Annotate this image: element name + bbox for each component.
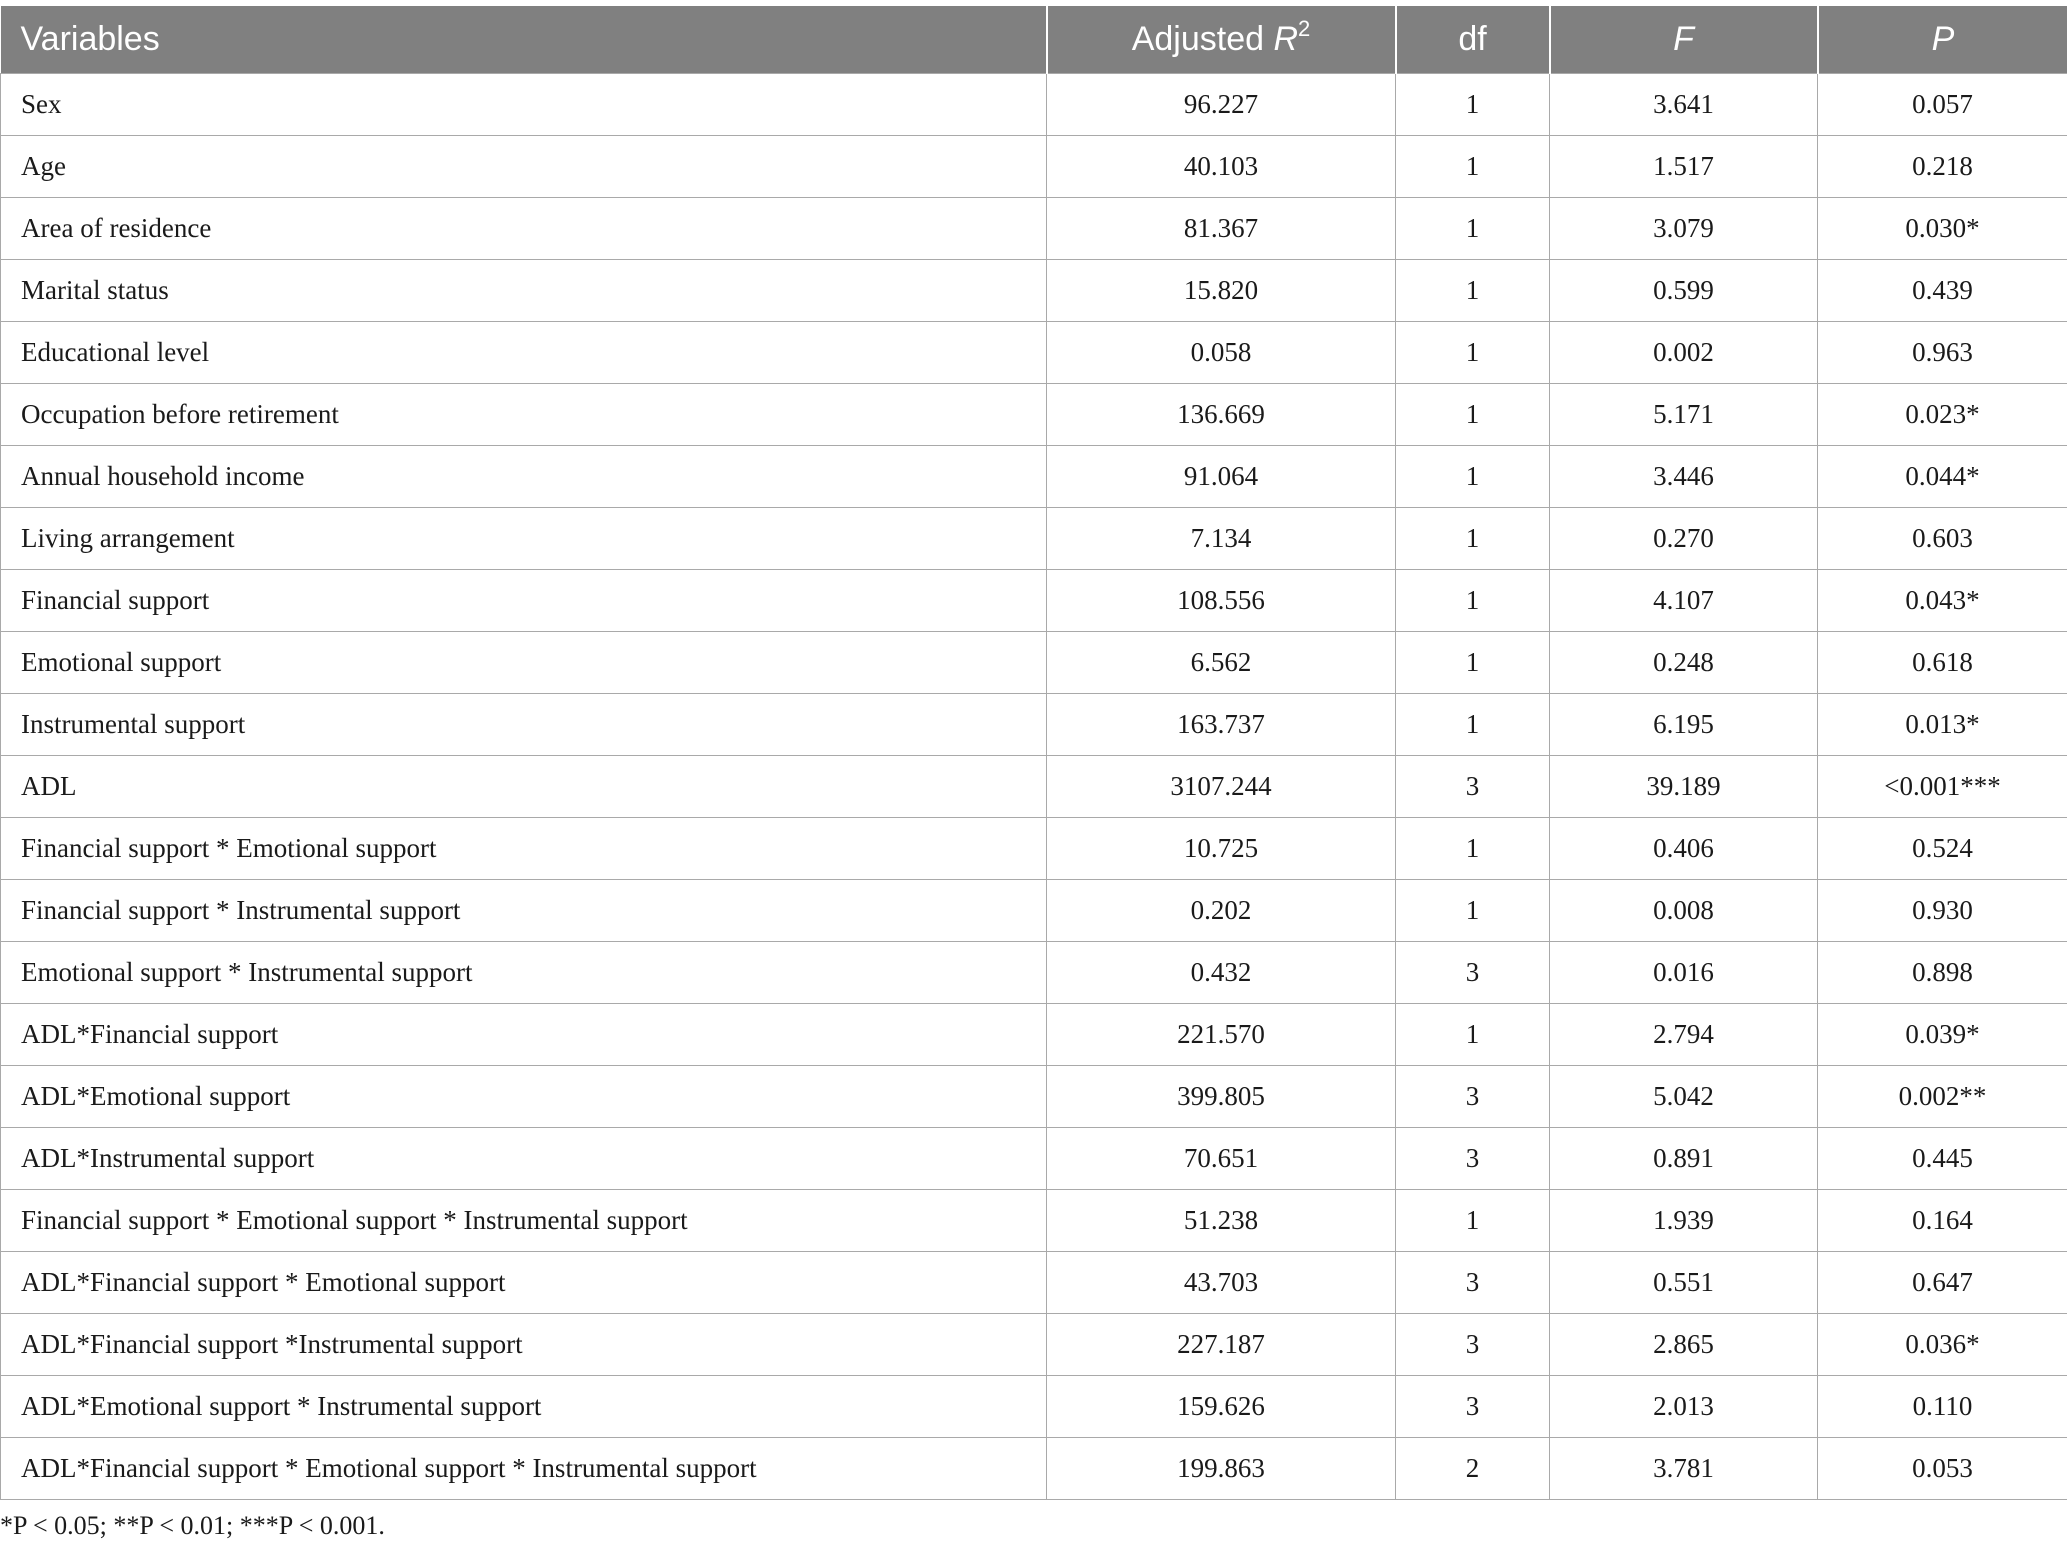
table-row [1, 383, 2067, 445]
cell-f: 4.107 [1550, 569, 1818, 631]
cell-variable: ADL [1, 755, 1047, 817]
table-row [1, 693, 2067, 755]
cell-variable: ADL*Financial support * Emotional support * Instrumental support [1, 1437, 1047, 1499]
cell-df: 1 [1396, 259, 1550, 321]
cell-variable: Emotional support [1, 631, 1047, 693]
table-row [1, 1251, 2067, 1313]
cell-p: 0.053 [1818, 1437, 2067, 1499]
header-adjusted-prefix: Adjusted [1131, 19, 1274, 58]
cell-adjusted-r2: 227.187 [1047, 1313, 1396, 1375]
cell-p: 0.039* [1818, 1003, 2067, 1065]
cell-p: 0.057 [1818, 73, 2067, 135]
table-row [1, 1313, 2067, 1375]
cell-adjusted-r2: 10.725 [1047, 817, 1396, 879]
cell-variable: Financial support * Emotional support [1, 817, 1047, 879]
cell-p: 0.445 [1818, 1127, 2067, 1189]
table-row [1, 135, 2067, 197]
results-table [0, 6, 2067, 1500]
cell-adjusted-r2: 0.202 [1047, 879, 1396, 941]
cell-f: 0.891 [1550, 1127, 1818, 1189]
cell-f: 0.551 [1550, 1251, 1818, 1313]
cell-f: 1.939 [1550, 1189, 1818, 1251]
table-footnote: *P < 0.05; **P < 0.01; ***P < 0.001. [0, 1511, 385, 1540]
cell-df: 3 [1396, 1065, 1550, 1127]
cell-df: 3 [1396, 941, 1550, 1003]
cell-p: 0.164 [1818, 1189, 2067, 1251]
cell-adjusted-r2: 163.737 [1047, 693, 1396, 755]
cell-variable: ADL*Financial support * Emotional support [1, 1251, 1047, 1313]
cell-f: 1.517 [1550, 135, 1818, 197]
cell-df: 1 [1396, 383, 1550, 445]
cell-df: 1 [1396, 879, 1550, 941]
cell-variable: Area of residence [1, 197, 1047, 259]
cell-variable: Marital status [1, 259, 1047, 321]
results-table-container [0, 6, 2067, 1500]
cell-f: 2.794 [1550, 1003, 1818, 1065]
cell-adjusted-r2: 40.103 [1047, 135, 1396, 197]
cell-adjusted-r2: 399.805 [1047, 1065, 1396, 1127]
cell-f: 6.195 [1550, 693, 1818, 755]
cell-f: 2.013 [1550, 1375, 1818, 1437]
cell-variable: Sex [1, 73, 1047, 135]
cell-df: 1 [1396, 1003, 1550, 1065]
cell-f: 0.248 [1550, 631, 1818, 693]
cell-p: <0.001*** [1818, 755, 2067, 817]
cell-variable: Annual household income [1, 445, 1047, 507]
table-row [1, 1189, 2067, 1251]
cell-df: 1 [1396, 507, 1550, 569]
cell-variable: Financial support * Emotional support * Instrumental support [1, 1189, 1047, 1251]
table-row [1, 1437, 2067, 1499]
cell-df: 1 [1396, 1189, 1550, 1251]
cell-adjusted-r2: 0.432 [1047, 941, 1396, 1003]
cell-p: 0.439 [1818, 259, 2067, 321]
cell-variable: ADL*Emotional support * Instrumental support [1, 1375, 1047, 1437]
table-row [1, 321, 2067, 383]
header-adjusted-r2 [1047, 6, 1396, 73]
cell-variable: ADL*Instrumental support [1, 1127, 1047, 1189]
cell-p: 0.013* [1818, 693, 2067, 755]
header-variables: Variables [1, 6, 1047, 73]
cell-adjusted-r2: 136.669 [1047, 383, 1396, 445]
cell-df: 1 [1396, 73, 1550, 135]
header-adjusted-sup: 2 [1298, 15, 1311, 41]
cell-p: 0.110 [1818, 1375, 2067, 1437]
table-row [1, 1003, 2067, 1065]
cell-p: 0.043* [1818, 569, 2067, 631]
cell-adjusted-r2: 3107.244 [1047, 755, 1396, 817]
table-body [1, 73, 2067, 1499]
cell-f: 3.446 [1550, 445, 1818, 507]
cell-f: 0.008 [1550, 879, 1818, 941]
cell-df: 3 [1396, 755, 1550, 817]
cell-p: 0.647 [1818, 1251, 2067, 1313]
cell-variable: Educational level [1, 321, 1047, 383]
cell-p: 0.898 [1818, 941, 2067, 1003]
cell-variable: Occupation before retirement [1, 383, 1047, 445]
header-df: df [1396, 6, 1550, 73]
cell-df: 3 [1396, 1313, 1550, 1375]
table-row [1, 941, 2067, 1003]
header-adjusted-r: R [1273, 19, 1299, 58]
cell-df: 1 [1396, 197, 1550, 259]
table-row [1, 1127, 2067, 1189]
cell-f: 0.599 [1550, 259, 1818, 321]
cell-f: 0.406 [1550, 817, 1818, 879]
cell-variable: ADL*Financial support *Instrumental support [1, 1313, 1047, 1375]
cell-variable: ADL*Emotional support [1, 1065, 1047, 1127]
table-header-row [1, 6, 2067, 73]
cell-f: 3.641 [1550, 73, 1818, 135]
cell-variable: ADL*Financial support [1, 1003, 1047, 1065]
cell-variable: Financial support [1, 569, 1047, 631]
table-row [1, 569, 2067, 631]
cell-adjusted-r2: 91.064 [1047, 445, 1396, 507]
cell-adjusted-r2: 81.367 [1047, 197, 1396, 259]
header-p-label: P [1931, 19, 1955, 58]
cell-variable: Instrumental support [1, 693, 1047, 755]
header-f-label: F [1673, 19, 1694, 58]
cell-f: 3.079 [1550, 197, 1818, 259]
table-row [1, 1065, 2067, 1127]
cell-df: 3 [1396, 1127, 1550, 1189]
table-row [1, 879, 2067, 941]
cell-adjusted-r2: 51.238 [1047, 1189, 1396, 1251]
cell-p: 0.036* [1818, 1313, 2067, 1375]
cell-adjusted-r2: 159.626 [1047, 1375, 1396, 1437]
cell-df: 1 [1396, 569, 1550, 631]
table-row [1, 197, 2067, 259]
cell-f: 3.781 [1550, 1437, 1818, 1499]
cell-p: 0.963 [1818, 321, 2067, 383]
header-p [1818, 6, 2067, 73]
cell-df: 1 [1396, 321, 1550, 383]
cell-df: 2 [1396, 1437, 1550, 1499]
cell-variable: Emotional support * Instrumental support [1, 941, 1047, 1003]
cell-df: 1 [1396, 445, 1550, 507]
cell-p: 0.524 [1818, 817, 2067, 879]
cell-p: 0.218 [1818, 135, 2067, 197]
cell-f: 39.189 [1550, 755, 1818, 817]
cell-df: 3 [1396, 1375, 1550, 1437]
cell-f: 2.865 [1550, 1313, 1818, 1375]
cell-p: 0.023* [1818, 383, 2067, 445]
cell-f: 0.270 [1550, 507, 1818, 569]
table-row [1, 755, 2067, 817]
cell-df: 1 [1396, 135, 1550, 197]
table-row [1, 445, 2067, 507]
cell-adjusted-r2: 199.863 [1047, 1437, 1396, 1499]
cell-df: 3 [1396, 1251, 1550, 1313]
cell-p: 0.603 [1818, 507, 2067, 569]
cell-adjusted-r2: 6.562 [1047, 631, 1396, 693]
cell-adjusted-r2: 70.651 [1047, 1127, 1396, 1189]
cell-variable: Financial support * Instrumental support [1, 879, 1047, 941]
cell-p: 0.930 [1818, 879, 2067, 941]
header-f [1550, 6, 1818, 73]
table-row [1, 1375, 2067, 1437]
cell-adjusted-r2: 15.820 [1047, 259, 1396, 321]
cell-p: 0.030* [1818, 197, 2067, 259]
cell-variable: Living arrangement [1, 507, 1047, 569]
cell-variable: Age [1, 135, 1047, 197]
cell-p: 0.002** [1818, 1065, 2067, 1127]
cell-f: 5.042 [1550, 1065, 1818, 1127]
cell-adjusted-r2: 221.570 [1047, 1003, 1396, 1065]
cell-df: 1 [1396, 631, 1550, 693]
cell-f: 0.016 [1550, 941, 1818, 1003]
table-row [1, 73, 2067, 135]
table-row [1, 631, 2067, 693]
cell-adjusted-r2: 7.134 [1047, 507, 1396, 569]
table-row [1, 817, 2067, 879]
cell-df: 1 [1396, 817, 1550, 879]
cell-p: 0.618 [1818, 631, 2067, 693]
cell-df: 1 [1396, 693, 1550, 755]
table-row [1, 259, 2067, 321]
cell-adjusted-r2: 43.703 [1047, 1251, 1396, 1313]
cell-adjusted-r2: 0.058 [1047, 321, 1396, 383]
cell-p: 0.044* [1818, 445, 2067, 507]
table-row [1, 507, 2067, 569]
cell-f: 0.002 [1550, 321, 1818, 383]
cell-adjusted-r2: 108.556 [1047, 569, 1396, 631]
cell-f: 5.171 [1550, 383, 1818, 445]
cell-adjusted-r2: 96.227 [1047, 73, 1396, 135]
